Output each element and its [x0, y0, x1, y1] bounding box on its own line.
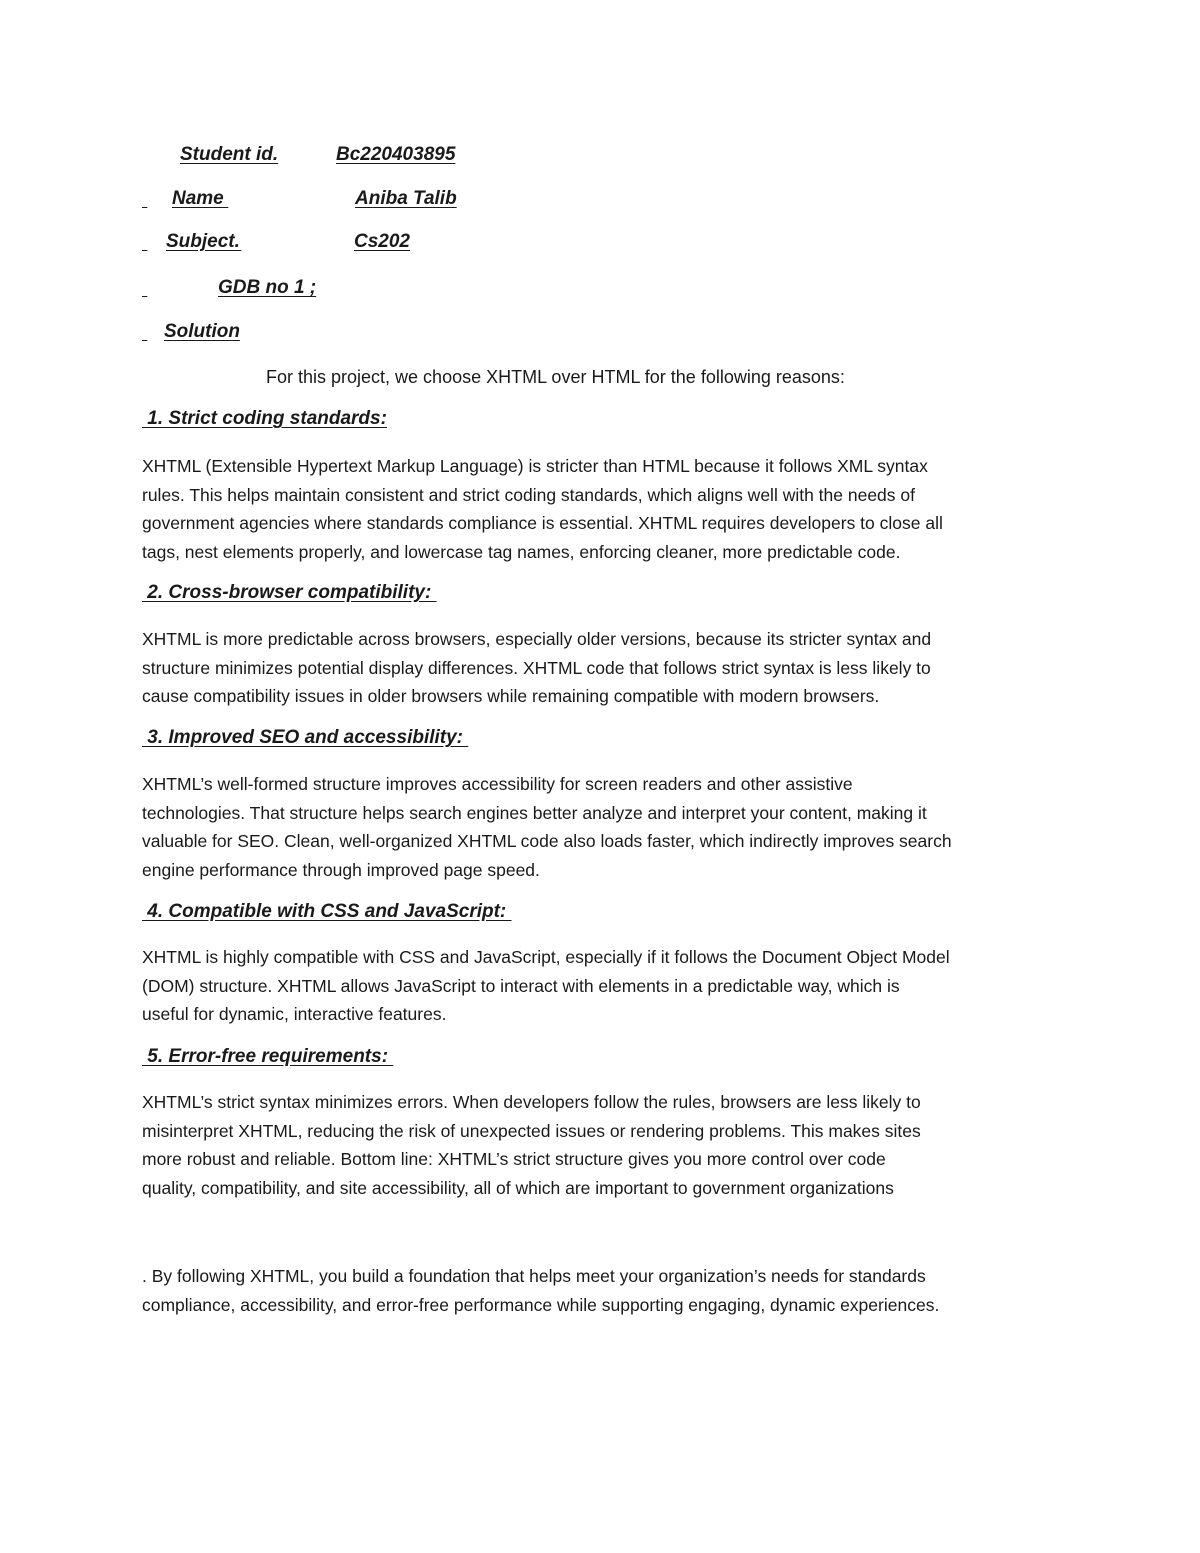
student-id-gap: [272, 144, 334, 166]
subject-value: Cs202: [354, 231, 410, 252]
section-3-body: XHTML’s well-formed structure improves accessibility for screen readers and other assistive technologies. That structure helps search engines better analyze and interpret your content, making it valuable for SEO. Clean, well-organized XHTML code also loads faster, which indirectly improves search engine performance through improved page speed.: [142, 774, 952, 881]
section-1-heading: 1. Strict coding standards:: [142, 408, 387, 429]
subject-gap: [236, 231, 354, 253]
closing-paragraph: . By following XHTML, you build a foundation that helps meet your organization’s needs for standards compliance, accessibility, and error-free performance while supporting engaging, dynamic experiences.: [142, 1266, 940, 1315]
section-5-body: XHTML’s strict syntax minimizes errors. When developers follow the rules, browsers are less likely to misinterpret XHTML, reducing the risk of unexpected issues or rendering problems. This makes sites more robust and reliable. Bottom line: XHTML’s strict structure gives you more control over code quality, compatibility, and site accessibility, all of which are important to government organizations: [142, 1092, 921, 1199]
solution-lead-line: [142, 321, 164, 343]
section-5-heading: 5. Error-free requirements:: [142, 1046, 394, 1067]
solution-label: Solution: [164, 321, 240, 342]
section-4-body: XHTML is highly compatible with CSS and JavaScript, especially if it follows the Document Object Model (DOM) structure. XHTML allows JavaScript to interact with elements in a predictable way, which is useful for dynamic, interactive features.: [142, 947, 950, 1025]
student-id-value: Bc220403895: [336, 144, 456, 165]
section-3-heading: 3. Improved SEO and accessibility:: [142, 727, 469, 748]
student-id-label: Student id.: [180, 144, 279, 165]
name-lead-line: [142, 188, 172, 210]
gdb-lead-line: [142, 277, 218, 299]
section-2-heading: 2. Cross-browser compatibility:: [142, 582, 437, 603]
section-1-body: XHTML (Extensible Hypertext Markup Language) is stricter than HTML because it follows XML syntax rules. This helps maintain consistent and strict coding standards, which aligns well with the needs of government agencies where standards compliance is essential. XHTML requires developers to close all tags, nest elements properly, and lowercase tag names, enforcing cleaner, more predictable code.: [142, 456, 943, 563]
subject-lead-line: [142, 231, 166, 253]
intro-text: For this project, we choose XHTML over HTML for the following reasons:: [266, 367, 845, 387]
gdb-label: GDB no 1 ;: [218, 277, 317, 298]
name-label: Name: [172, 188, 224, 209]
section-2-body: XHTML is more predictable across browsers, especially older versions, because its stricter syntax and structure minimizes potential display differences. XHTML code that follows strict syntax is less likely to cause compatibility issues in older browsers while remaining compatible with modern browsers.: [142, 629, 932, 707]
name-value: Aniba Talib: [355, 188, 457, 209]
name-gap: [223, 188, 355, 210]
section-4-heading: 4. Compatible with CSS and JavaScript:: [142, 901, 512, 922]
subject-label: Subject.: [166, 231, 240, 252]
